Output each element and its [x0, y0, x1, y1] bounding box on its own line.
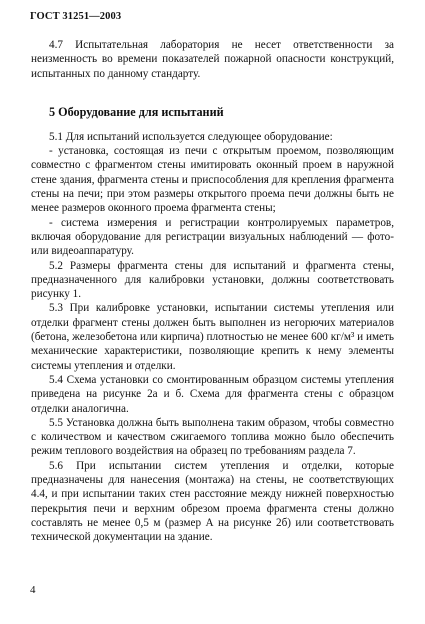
- section-title: 5 Оборудование для испытаний: [49, 104, 224, 119]
- paragraph-5-3: 5.3 При калибровке установки, испытании системы утепления или отделки фрагмент стены должен быть выполнен из негорючих материалов (бетона, железобетона или кирпича) плотностью не менее 600 кг/м³ и иметь механические характеристики, позволяющие крепить к нему элементы системы утепления и отделки.: [31, 302, 394, 372]
- paragraph-5-2: 5.2 Размеры фрагмента стены для испытаний и фрагмента стены, предназначенного для калибровки установки, должны соответствовать рисунку 1.: [31, 259, 394, 301]
- document-header: ГОСТ 31251—2003: [30, 11, 122, 22]
- paragraph-5-6: 5.6 При испытании систем утепления и отделки, которые предназначены для нанесения (монтажа) на стены, не соответствующих 4.4, и при испытании таких стен расстояние между нижней поверхностью перекрытия печи и верхним обрезом проема фрагмента стены должно составлять не менее 0,5 м (размер А на рисунке 2б) или соответствовать технической документации на здание.: [31, 459, 394, 544]
- paragraph-5-1: 5.1 Для испытаний используется следующее оборудование:: [49, 130, 333, 143]
- paragraph-5-5: 5.5 Установка должна быть выполнена таким образом, чтобы совместно с количеством и качеством сжигаемого топлива можно было обеспечить режим теплового воздействия на образец по требованиям раздела 7.: [31, 416, 394, 458]
- paragraph-equipment-setup: - установка, состоящая из печи с открытым проемом, позволяющим совместно с фрагментом стены имитировать оконный проем в наружной стене здания, фрагмента стены и приспособления для крепления фрагмента стены на печи; при этом размеры открытого проема печи должны быть не менее размеров оконного проема фрагмента стены;: [31, 145, 394, 215]
- paragraph-5-4: 5.4 Схема установки со смонтированным образцом системы утепления приведена на рисунке 2а и б. Схема для фрагмента стены с образцом отделки аналогична.: [31, 373, 394, 415]
- paragraph-measurement-system: - система измерения и регистрации контролируемых параметров, включая оборудование для регистрации визуальных наблюдений — фото- или видеоаппаратуру.: [31, 216, 394, 258]
- page-number: 4: [30, 584, 36, 596]
- document-body: [31, 38, 394, 545]
- paragraph-4-7: 4.7 Испытательная лаборатория не несет ответственности за неизменность во времени показателей пожарной опасности конструкций, испытанных по данному стандарту.: [31, 39, 394, 80]
